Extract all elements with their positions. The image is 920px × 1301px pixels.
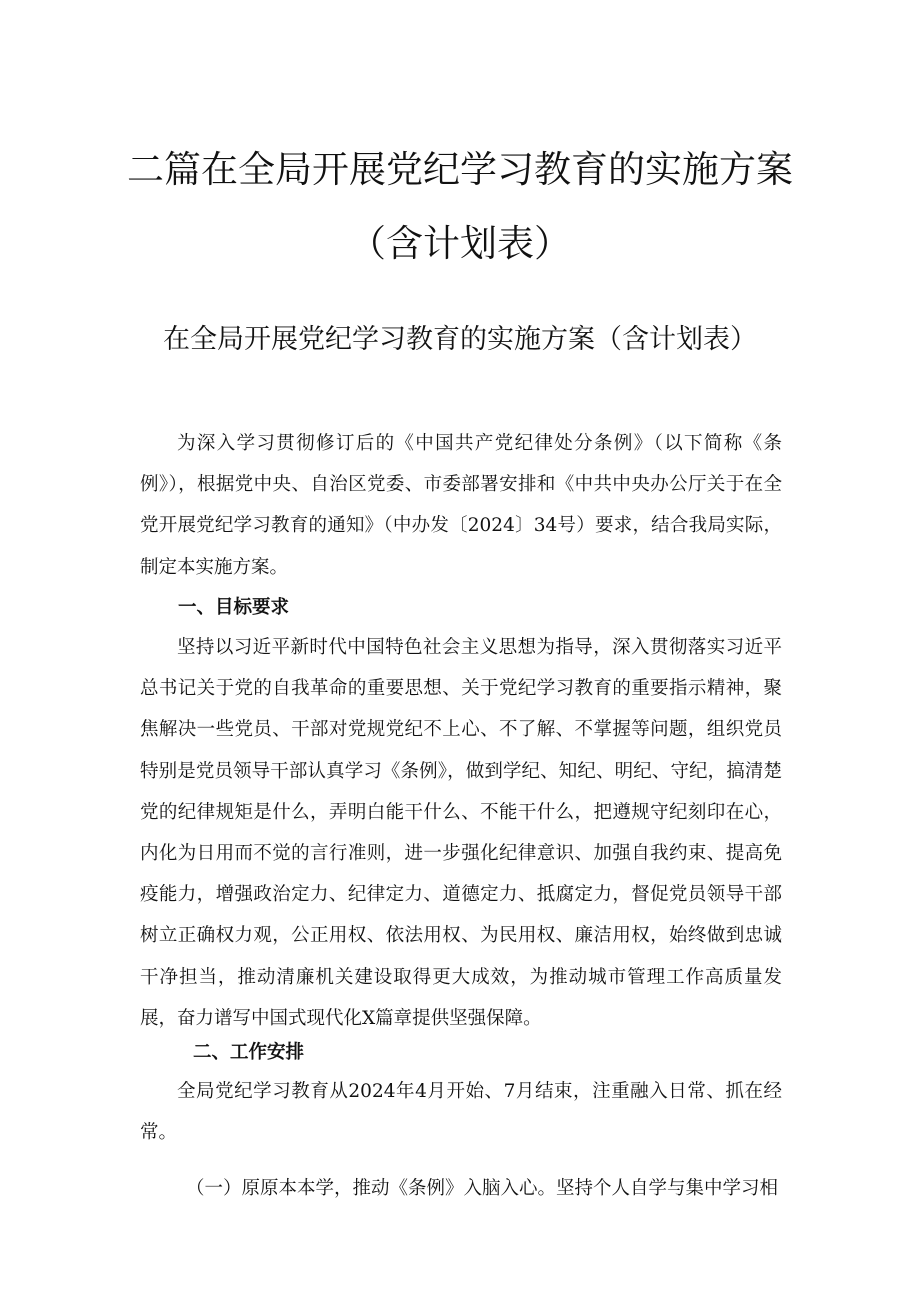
document-title-line1: 二篇在全局开展党纪学习教育的实施方案	[127, 148, 793, 191]
document-title-line2: （含计划表）	[349, 222, 571, 265]
document-subtitle: 在全局开展党纪学习教育的实施方案（含计划表）	[163, 324, 757, 355]
section1-heading: 一、目标要求	[178, 597, 290, 618]
subsection1-paragraph: （一）原原本本学，推动《条例》入脑入心。坚持个人自学与集中学习相	[186, 1178, 779, 1199]
section1-paragraph: 坚持以习近平新时代中国特色社会主义思想为指导，深入贯彻落实习近平总书记关于党的自我革命的重要思想、关于党纪学习教育的重要指示精神，聚焦解决一些党员、干部对党规党纪不上心、不了解、不掌握等问题，组织党员特别是党员领导干部认真学习《条例》，做到学纪、知纪、明纪、守纪，搞清楚党的纪律规矩是什么，弄明白能干什么、不能干什么，把遵规守纪刻印在心，内化为日用而不觉的言行准则，进一步强化纪律意识、加强自我约束、提高免疫能力，增强政治定力、纪律定力、道德定力、抵腐定力，督促党员领导干部树立正确权力观，公正用权、依法用权、为民用权、廉洁用权，始终做到忠诚干净担当，推动清廉机关建设取得更大成效，为推动城市管理工作高质量发展，奋力谱写中国式现代化X篇章提供坚强保障。	[140, 637, 782, 1029]
section2-paragraph: 全局党纪学习教育从2024年4月开始、7月结束，注重融入日常、抓在经常。	[140, 1081, 782, 1144]
section2-heading: 二、工作安排	[193, 1042, 305, 1063]
intro-paragraph: 为深入学习贯彻修订后的《中国共产党纪律处分条例》（以下简称《条例》），根据党中央、自治区党委、市委部署安排和《中共中央办公厅关于在全党开展党纪学习教育的通知》（中办发〔2024〕34号）要求，结合我局实际，制定本实施方案。	[140, 433, 782, 578]
